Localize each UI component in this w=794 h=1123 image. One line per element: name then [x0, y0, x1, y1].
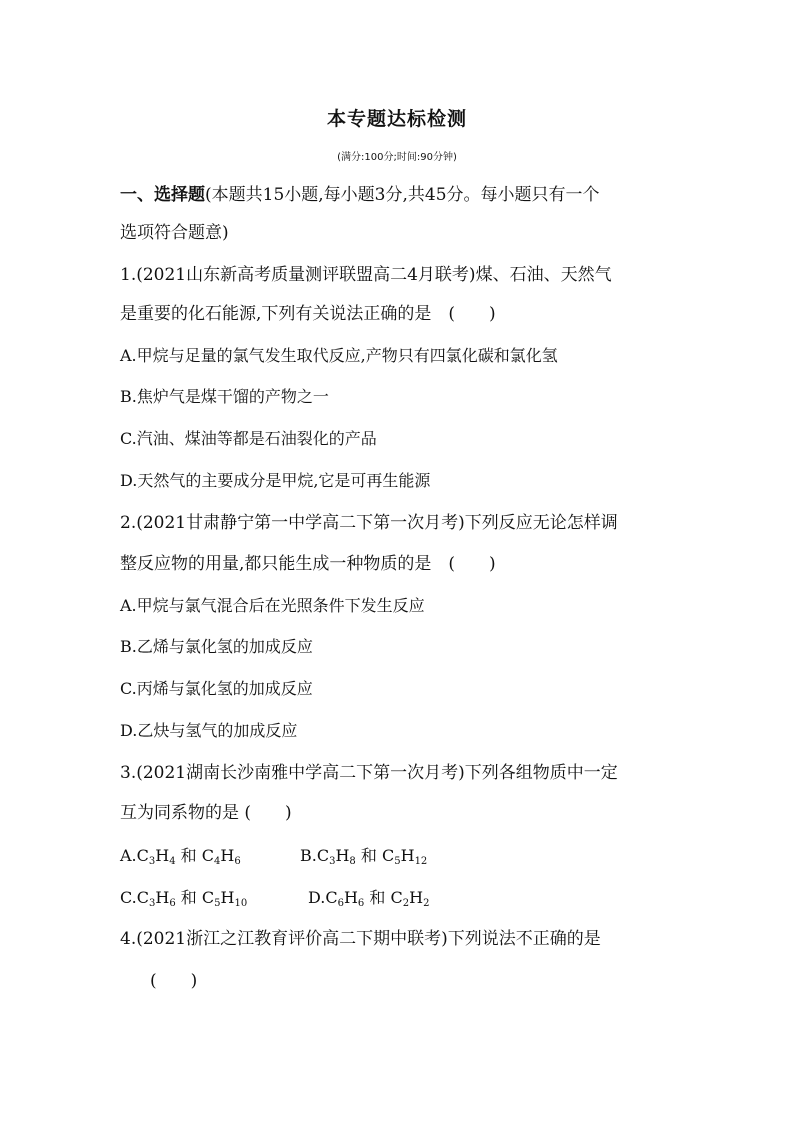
q3-d-f1-h: H: [343, 888, 358, 907]
q3-b-f2-h: H: [400, 846, 415, 865]
q3-a-f2-h: H: [220, 846, 235, 865]
q3-b-f2-c: C: [381, 846, 395, 865]
q3-option-c-label: C.: [120, 888, 137, 907]
q3-d-f2-hn: 2: [423, 898, 430, 909]
q2-option-a: A.甲烷与氯气混合后在光照条件下发生反应: [120, 596, 425, 615]
q3-c-f1-c: C: [136, 888, 150, 907]
q3-b-f1-h: H: [335, 846, 350, 865]
q3-option-b-label: B.: [300, 846, 317, 865]
q3-d-f1-hn: 6: [357, 898, 365, 909]
q3-b-f1-c: C: [316, 846, 330, 865]
q2-option-b: B.乙烯与氯化氢的加成反应: [120, 637, 313, 656]
q2-option-c: C.丙烯与氯化氢的加成反应: [120, 679, 313, 698]
q3-a-f1-c: C: [136, 846, 149, 865]
q3-a-formula-1: [137, 846, 176, 865]
section-heading: 一、选择题: [120, 185, 205, 205]
q3-a-f1-h: H: [155, 846, 170, 865]
q3-c-formula-1: [137, 888, 176, 907]
q1-stem-2: 是重要的化石能源,下列有关说法正确的是 ( ): [120, 304, 496, 324]
section-desc-2: 选项符合题意): [120, 223, 229, 243]
q3-stem-2: 互为同系物的是 ( ): [120, 803, 292, 823]
q3-b-formula-1: [317, 846, 356, 865]
q3-d-and: 和: [364, 888, 391, 907]
section-header: [120, 184, 680, 206]
q3-b-formula-2: [382, 846, 427, 865]
q3-c-f2-cn: 5: [214, 898, 221, 909]
q3-d-f2-h: H: [409, 888, 424, 907]
q3-a-f2-cn: 4: [214, 856, 221, 867]
q1-option-c: C.汽油、煤油等都是石油裂化的产品: [120, 429, 377, 448]
q3-option-b: [300, 845, 427, 867]
q3-a-f1-cn: 3: [148, 856, 156, 867]
q3-d-formula-1: [325, 888, 364, 907]
q3-c-f2-h: H: [220, 888, 235, 907]
q3-c-f2-c: C: [201, 888, 215, 907]
q3-b-f2-cn: 5: [394, 856, 401, 867]
q1-option-a: A.甲烷与足量的氯气发生取代反应,产物只有四氯化碳和氯化氢: [120, 346, 558, 365]
q2-stem-1: 2.(2021甘肃静宁第一中学高二下第一次月考)下列反应无论怎样调: [120, 513, 618, 533]
q3-b-f2-hn: 12: [414, 856, 428, 867]
q3-b-f1-cn: 3: [329, 856, 336, 867]
q4-stem-2: ( ): [150, 971, 198, 991]
q3-d-f2-cn: 2: [402, 898, 410, 909]
q3-option-a-label: A.: [120, 846, 137, 865]
q3-c-and: 和: [175, 888, 202, 907]
section-desc-1: (本题共15小题,每小题3分,共45分。每小题只有一个: [205, 185, 600, 205]
q3-d-f1-c: C: [325, 888, 338, 907]
q3-option-a: [120, 845, 241, 867]
page-subtitle: (满分:100分;时间:90分钟): [337, 152, 457, 163]
q3-c-f1-hn: 6: [169, 898, 176, 909]
q1-option-d: D.天然气的主要成分是甲烷,它是可再生能源: [120, 471, 431, 490]
q3-d-f2-c: C: [390, 888, 403, 907]
q3-b-and: 和: [355, 846, 382, 865]
q3-d-f1-cn: 6: [337, 898, 344, 909]
q3-a-formula-2: [202, 846, 241, 865]
q3-a-f1-hn: 4: [169, 856, 176, 867]
q3-c-f1-cn: 3: [149, 898, 156, 909]
q3-d-formula-2: [390, 888, 429, 907]
q3-option-d-label: D.: [308, 888, 326, 907]
q4-stem-1: 4.(2021浙江之江教育评价高二下期中联考)下列说法不正确的是: [120, 929, 601, 949]
q3-b-f1-hn: 8: [349, 856, 356, 867]
q3-c-f1-h: H: [155, 888, 170, 907]
page-title: 本专题达标检测: [326, 108, 467, 130]
q3-stem-1: 3.(2021湖南长沙南雅中学高二下第一次月考)下列各组物质中一定: [120, 763, 618, 783]
q1-option-b: B.焦炉气是煤干馏的产物之一: [120, 387, 329, 406]
q2-stem-2: 整反应物的用量,都只能生成一种物质的是 ( ): [120, 554, 496, 574]
q3-a-f2-c: C: [201, 846, 215, 865]
q2-option-d: D.乙炔与氢气的加成反应: [120, 721, 298, 740]
q3-a-and: 和: [175, 846, 202, 865]
q3-option-d: [308, 887, 429, 909]
q3-c-formula-2: [202, 888, 247, 907]
q3-c-f2-hn: 10: [234, 898, 248, 909]
q3-a-f2-hn: 6: [234, 856, 241, 867]
q3-option-c: [120, 887, 247, 909]
q1-stem-1: 1.(2021山东新高考质量测评联盟高二4月联考)煤、石油、天然气: [120, 265, 612, 285]
